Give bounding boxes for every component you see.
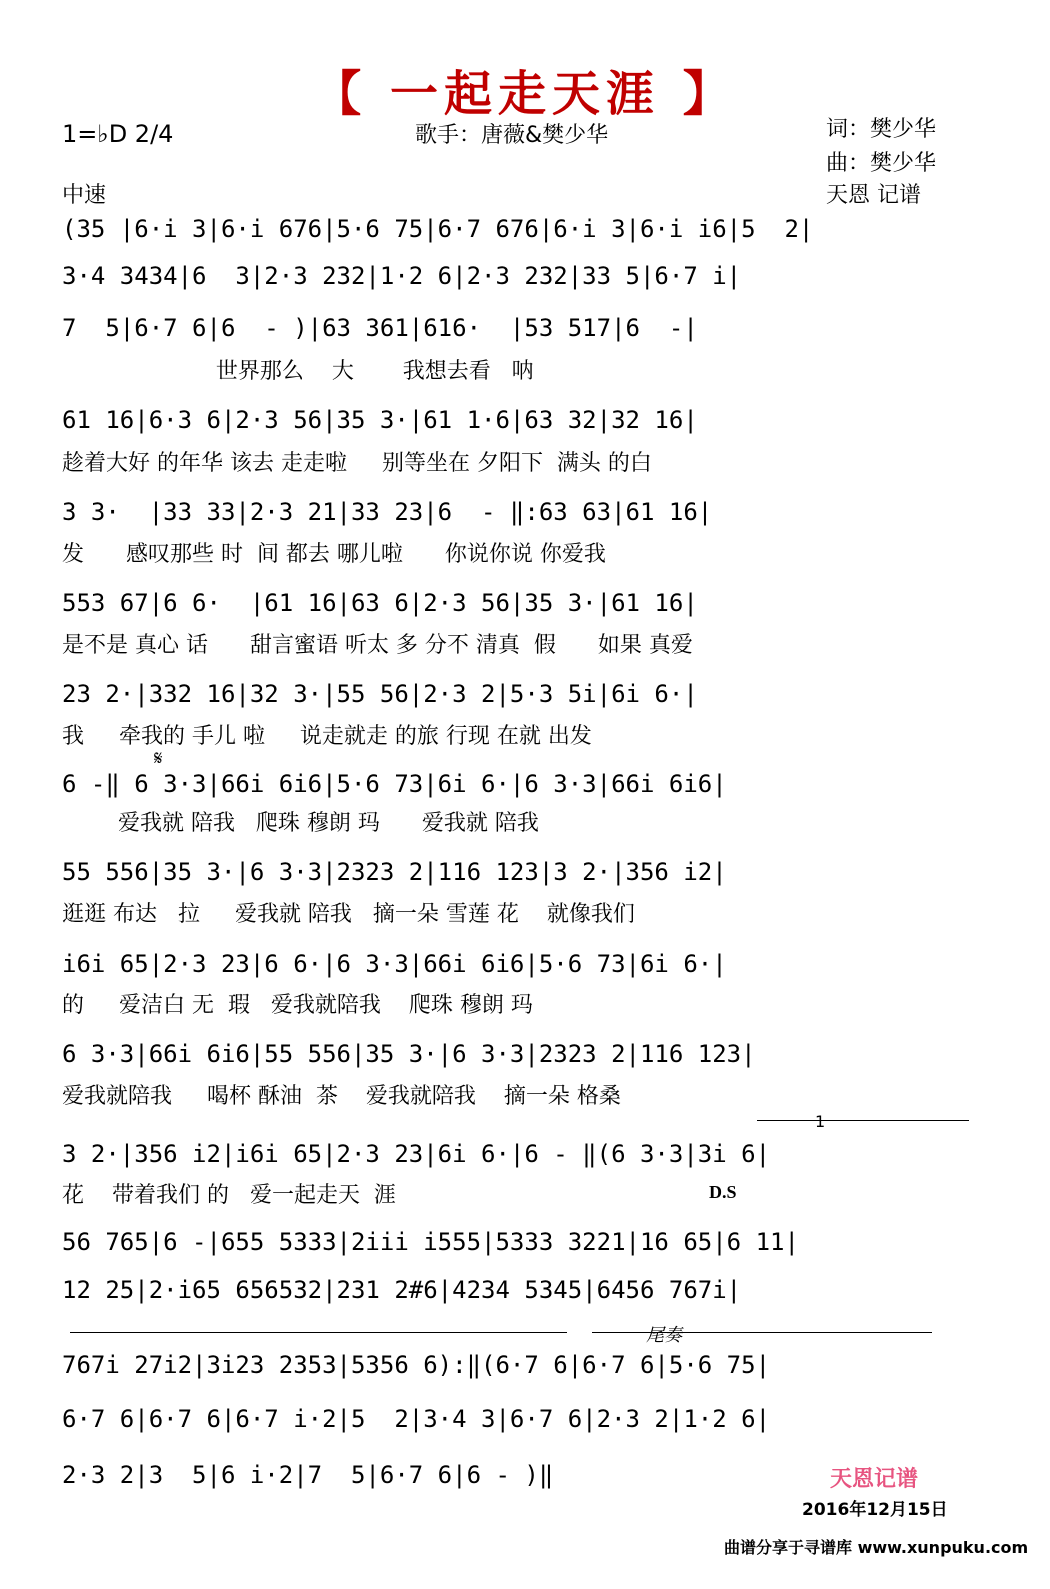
score-line-17: 2·3 2|3 5|6 i·2|7 5|6·7 6|6 - )‖ — [62, 1461, 554, 1489]
score-line-11: 6 3·3|66i 6i6|55 556|35 3·|6 3·3|2323 2|116 123| — [62, 1040, 756, 1068]
score-line-6: 553 67|6 6· |61 16|63 6|2·3 56|35 3·|61 16| — [62, 589, 698, 617]
dal-segno-marking: D.S — [709, 1182, 737, 1202]
tempo-marking: 中速 — [62, 183, 107, 208]
transcriber-watermark: 天恩记谱 — [830, 1466, 919, 1492]
composer-label: 曲：樊少华 — [826, 151, 937, 176]
lyric-line-6: 是不是 真心 话 甜言蜜语 听太 多 分不 清真 假 如果 真爱 — [62, 633, 693, 658]
score-line-16: 6·7 6|6·7 6|6·7 i·2|5 2|3·4 3|6·7 6|2·3 2|1·2 6| — [62, 1405, 771, 1433]
segno-sign: 𝄋 — [154, 746, 163, 770]
score-line-12: 3 2·|356 i2|i6i 65|2·3 23|6i 6·|6 - ‖(6 3·3|3i 6| — [62, 1140, 771, 1168]
lyric-line-12: 花 带着我们 的 爱一起走天 涯 — [62, 1183, 396, 1208]
score-line-15: 767i 27i2|3i23 2353|5356 6):‖(6·7 6|6·7 6|5·6 75| — [62, 1351, 771, 1379]
transcriber-label: 天恩 记谱 — [826, 183, 921, 208]
score-line-1: (35 |6·i 3|6·i 676|5·6 75|6·7 676|6·i 3|6·i i6|5 2| — [62, 215, 814, 243]
coda-label: 尾奏 — [646, 1325, 682, 1345]
score-line-14: 12 25|2·i65 656532|231 2#6|4234 5345|6456 767i| — [62, 1276, 742, 1304]
lyric-line-7: 我 牵我的 手儿 啦 说走就走 的旅 行现 在就 出发 — [62, 724, 592, 749]
singer-label: 歌手：唐薇&樊少华 — [415, 123, 609, 148]
source-footer: 曲谱分享于寻谱库 www.xunpuku.com — [724, 1538, 1029, 1557]
score-line-8: 6 -‖ 6 3·3|66i 6i6|5·6 73|6i 6·|6 3·3|66i 6i6| — [62, 770, 727, 798]
volta-number: 1 — [815, 1112, 826, 1131]
key-signature: 1=♭D 2/4 — [62, 120, 174, 148]
score-line-4: 61 16|6·3 6|2·3 56|35 3·|61 1·6|63 32|32 16| — [62, 406, 698, 434]
lyricist-label: 词：樊少华 — [826, 117, 937, 142]
volta-bracket — [757, 1120, 969, 1121]
repeat-bracket — [70, 1332, 567, 1333]
score-line-9: 55 556|35 3·|6 3·3|2323 2|116 123|3 2·|356 i2| — [62, 858, 727, 886]
lyric-line-11: 爱我就陪我 喝杯 酥油 茶 爱我就陪我 摘一朵 格桑 — [62, 1084, 621, 1109]
score-line-10: i6i 65|2·3 23|6 6·|6 3·3|66i 6i6|5·6 73|6i 6·| — [62, 950, 727, 978]
lyric-line-4: 趁着大好 的年华 该去 走走啦 别等坐在 夕阳下 满头 的白 — [62, 451, 652, 476]
score-line-2: 3·4 3434|6 3|2·3 232|1·2 6|2·3 232|33 5|6·7 i| — [62, 262, 742, 290]
score-line-3: 7 5|6·7 6|6 - )|63 361|616· |53 517|6 -| — [62, 314, 698, 342]
lyric-line-8: 爱我就 陪我 爬珠 穆朗 玛 爱我就 陪我 — [62, 811, 539, 836]
transcription-date: 2016年12月15日 — [802, 1500, 948, 1520]
score-line-13: 56 765|6 -|655 5333|2iii i555|5333 3221|16 65|6 11| — [62, 1228, 799, 1256]
song-title: 【 一起走天涯 】 — [313, 66, 737, 122]
score-line-7: 23 2·|332 16|32 3·|55 56|2·3 2|5·3 5i|6i 6·| — [62, 680, 698, 708]
score-line-5: 3 3· |33 33|2·3 21|33 23|6 - ‖:63 63|61 16| — [62, 498, 713, 526]
lyric-line-5: 发 感叹那些 时 间 都去 哪儿啦 你说你说 你爱我 — [62, 542, 606, 567]
coda-bracket — [592, 1332, 932, 1333]
lyric-line-3: 世界那么 大 我想去看 呐 — [62, 359, 534, 384]
lyric-line-10: 的 爱洁白 无 瑕 爱我就陪我 爬珠 穆朗 玛 — [62, 993, 533, 1018]
lyric-line-9: 逛逛 布达 拉 爱我就 陪我 摘一朵 雪莲 花 就像我们 — [62, 902, 635, 927]
